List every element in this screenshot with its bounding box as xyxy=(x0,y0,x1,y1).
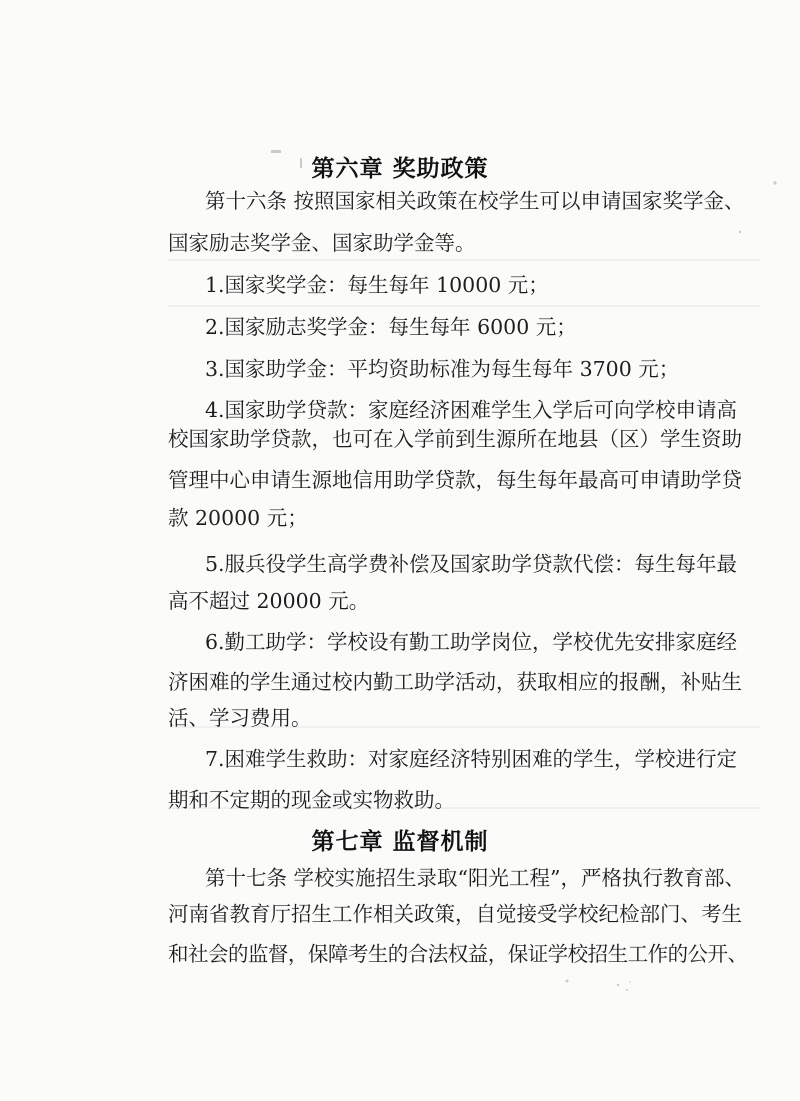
article-16-line-2: 国家励志奖学金、国家助学金等。 xyxy=(168,231,476,255)
policy-item-4-line-1: 4.国家助学贷款：家庭经济困难学生入学后可向学校申请高 xyxy=(205,398,738,422)
policy-item-6-line-1: 6.勤工助学：学校设有勤工助学岗位，学校优先安排家庭经 xyxy=(205,630,738,654)
policy-item-1: 1.国家奖学金：每生每年 10000 元； xyxy=(205,273,549,297)
policy-item-4-line-3: 管理中心申请生源地信用助学贷款，每生每年最高可申请助学贷 xyxy=(168,468,742,492)
policy-item-6-line-3: 活、学习费用。 xyxy=(168,706,312,730)
article-17-line-3: 和社会的监督，保障考生的合法权益，保证学校招生工作的公开、 xyxy=(168,942,748,966)
article-17-line-2: 河南省教育厅招生工作相关政策，自觉接受学校纪检部门、考生 xyxy=(168,902,742,926)
policy-item-5-line-1: 5.服兵役学生高学费补偿及国家助学贷款代偿：每生每年最 xyxy=(205,552,738,576)
chapter-6-title: 第六章 奖助政策 xyxy=(311,156,489,182)
policy-item-4-line-4: 款 20000 元； xyxy=(168,506,308,530)
policy-item-7-line-2: 期和不定期的现金或实物救助。 xyxy=(168,788,455,812)
policy-item-3: 3.国家助学金：平均资助标准为每生每年 3700 元； xyxy=(205,357,680,381)
policy-item-7-line-1: 7.困难学生救助：对家庭经济特别困难的学生，学校进行定 xyxy=(205,747,738,771)
policy-item-2: 2.国家励志奖学金：每生每年 6000 元； xyxy=(205,315,577,339)
policy-item-6-line-2: 济困难的学生通过校内勤工助学活动，获取相应的报酬，补贴生 xyxy=(168,670,742,694)
policy-item-5-line-2: 高不超过 20000 元。 xyxy=(168,589,370,613)
article-16-line-1: 第十六条 按照国家相关政策在校学生可以申请国家奖学金、 xyxy=(205,189,745,213)
article-17-line-1: 第十七条 学校实施招生录取“阳光工程”，严格执行教育部、 xyxy=(205,866,745,890)
policy-item-4-line-2: 校国家助学贷款，也可在入学前到生源所在地县（区）学生资助 xyxy=(168,427,742,451)
chapter-7-title: 第七章 监督机制 xyxy=(311,829,489,855)
